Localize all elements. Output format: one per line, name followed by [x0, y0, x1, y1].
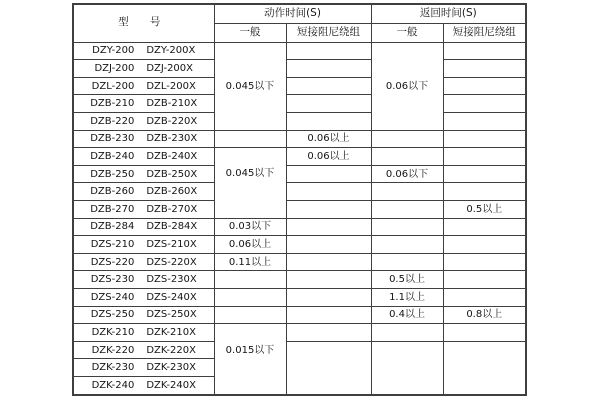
return-general-value: 0.5以上	[371, 271, 443, 289]
empty-cell	[443, 271, 526, 289]
table-row	[73, 60, 526, 78]
empty-cell	[443, 289, 526, 307]
header-row-1	[73, 4, 526, 23]
model-name: DZJ-200	[94, 62, 135, 74]
model-column-header: 型 号	[73, 4, 214, 42]
model-name: DZB-230	[90, 133, 135, 145]
table-row	[73, 306, 526, 324]
cell-text: 0.045以下	[225, 168, 275, 180]
model-name: DZB-220	[90, 115, 135, 127]
return-general-value: 0.06以下	[371, 42, 443, 130]
model-cell	[73, 60, 214, 78]
model-cell	[73, 377, 214, 395]
return-general-subheader: 一般	[371, 23, 443, 42]
action-general-value: 0.06以上	[214, 236, 286, 254]
table-row	[73, 183, 526, 201]
empty-cell	[286, 324, 371, 342]
model-cell	[73, 112, 214, 130]
table-row	[73, 253, 526, 271]
table-row	[73, 165, 526, 183]
model-name: DZS-210	[90, 239, 135, 250]
model-name: DZB-240	[90, 150, 135, 162]
empty-cell	[286, 42, 371, 60]
empty-cell	[286, 271, 371, 289]
model-name-x: DZB-210X	[146, 98, 198, 110]
empty-cell	[286, 60, 371, 78]
model-cell	[73, 148, 214, 166]
empty-cell	[443, 165, 526, 183]
empty-cell	[214, 271, 286, 289]
empty-cell	[443, 60, 526, 78]
empty-cell	[371, 218, 443, 236]
model-name: DZK-220	[91, 344, 135, 356]
model-name-x: DZK-240X	[146, 380, 196, 392]
model-cell	[73, 165, 214, 183]
model-name: DZB-284	[90, 221, 135, 233]
table-row	[73, 289, 526, 307]
return-general-value: 0.06以下	[371, 165, 443, 183]
empty-cell	[371, 130, 443, 148]
model-cell	[73, 341, 214, 359]
empty-cell	[443, 148, 526, 166]
cell-text: 0.015以下	[225, 344, 275, 356]
model-name: DZK-210	[91, 327, 135, 339]
empty-cell	[286, 253, 371, 271]
empty-cell	[443, 236, 526, 254]
empty-cell	[286, 236, 371, 254]
empty-cell	[443, 218, 526, 236]
model-cell	[73, 77, 214, 95]
model-name-x: DZB-284X	[146, 221, 198, 233]
model-name-x: DZB-250X	[146, 168, 198, 180]
model-name-x: DZB-260X	[146, 186, 198, 198]
empty-cell	[371, 341, 443, 395]
empty-cell	[443, 130, 526, 148]
empty-cell	[286, 165, 371, 183]
empty-cell	[286, 289, 371, 307]
relay-spec-table	[72, 3, 527, 396]
model-name: DZB-260	[90, 186, 135, 198]
empty-cell	[286, 200, 371, 218]
model-cell	[73, 271, 214, 289]
model-name: DZS-220	[90, 256, 135, 268]
model-name-x: DZB-240X	[146, 150, 198, 162]
model-name-x: DZB-220X	[146, 115, 198, 127]
empty-cell	[371, 324, 443, 342]
return-time-header: 返回时间(S)	[371, 4, 526, 23]
table-row	[73, 236, 526, 254]
table-row	[73, 148, 526, 166]
model-name: DZB-250	[90, 168, 135, 180]
empty-cell	[286, 183, 371, 201]
return-damping-winding-subheader: 短接阻尼绕组	[443, 23, 526, 42]
model-name-x: DZY-200X	[146, 45, 196, 57]
model-name: DZK-240	[91, 380, 135, 392]
action-general-subheader: 一般	[214, 23, 286, 42]
model-cell	[73, 324, 214, 342]
empty-cell	[214, 306, 286, 324]
table-row	[73, 271, 526, 289]
model-cell	[73, 183, 214, 201]
model-cell	[73, 236, 214, 254]
model-name: DZY-200	[92, 45, 135, 57]
table-row	[73, 324, 526, 342]
return-general-value: 1.1以上	[371, 289, 443, 307]
empty-cell	[443, 253, 526, 271]
model-cell	[73, 200, 214, 218]
empty-cell	[443, 341, 526, 395]
empty-cell	[443, 42, 526, 60]
model-name: DZS-240	[90, 291, 135, 303]
model-cell	[73, 218, 214, 236]
model-name-x: DZS-240X	[146, 291, 197, 303]
model-name: DZB-270	[90, 203, 135, 215]
model-name-x: DZK-220X	[146, 344, 196, 356]
model-cell	[73, 95, 214, 113]
table-row	[73, 218, 526, 236]
model-name-x: DZJ-200X	[146, 62, 194, 74]
table-row	[73, 341, 526, 359]
return-general-value: 0.4以上	[371, 306, 443, 324]
model-name: DZL-200	[91, 80, 135, 92]
empty-cell	[371, 236, 443, 254]
model-name-x: DZK-210X	[146, 327, 196, 339]
empty-cell	[286, 341, 371, 395]
empty-cell	[214, 289, 286, 307]
action-time-header: 动作时间(S)	[214, 4, 371, 23]
empty-cell	[214, 130, 286, 148]
model-name-x: DZB-270X	[146, 203, 198, 215]
action-damping-value: 0.06以上	[286, 130, 371, 148]
model-name: DZS-250	[90, 309, 135, 321]
table-row	[73, 112, 526, 130]
action-general-value: 0.11以上	[214, 253, 286, 271]
empty-cell	[371, 253, 443, 271]
table-row	[73, 95, 526, 113]
model-name-x: DZB-230X	[146, 133, 198, 145]
empty-cell	[286, 112, 371, 130]
model-cell	[73, 42, 214, 60]
model-name-x: DZS-250X	[146, 309, 197, 321]
model-name-x: DZS-210X	[146, 239, 197, 250]
model-cell	[73, 253, 214, 271]
model-cell	[73, 130, 214, 148]
empty-cell	[443, 112, 526, 130]
empty-cell	[286, 218, 371, 236]
model-name: DZB-210	[90, 98, 135, 110]
action-damping-winding-subheader: 短接阻尼绕组	[286, 23, 371, 42]
action-damping-value: 0.06以上	[286, 148, 371, 166]
empty-cell	[286, 95, 371, 113]
table-row	[73, 200, 526, 218]
empty-cell	[443, 95, 526, 113]
model-cell	[73, 306, 214, 324]
model-name: DZS-230	[90, 274, 135, 286]
return-damping-value: 0.8以上	[443, 306, 526, 324]
empty-cell	[443, 183, 526, 201]
empty-cell	[286, 77, 371, 95]
empty-cell	[286, 306, 371, 324]
model-name-x: DZK-230X	[146, 362, 196, 374]
return-damping-value: 0.5以上	[443, 200, 526, 218]
model-name: DZK-230	[91, 362, 135, 374]
empty-cell	[371, 148, 443, 166]
action-general-value: 0.03以下	[214, 218, 286, 236]
model-name-x: DZS-230X	[146, 274, 197, 286]
table-row	[73, 77, 526, 95]
empty-cell	[443, 77, 526, 95]
model-cell	[73, 289, 214, 307]
action-general-value	[214, 148, 286, 218]
empty-cell	[371, 183, 443, 201]
table-row	[73, 130, 526, 148]
model-cell	[73, 359, 214, 377]
model-name-x: DZL-200X	[146, 80, 196, 92]
empty-cell	[443, 324, 526, 342]
table-row	[73, 42, 526, 60]
empty-cell	[371, 200, 443, 218]
model-name-x: DZS-220X	[146, 256, 197, 268]
action-general-value: 0.045以下	[214, 42, 286, 130]
action-general-value	[214, 324, 286, 395]
